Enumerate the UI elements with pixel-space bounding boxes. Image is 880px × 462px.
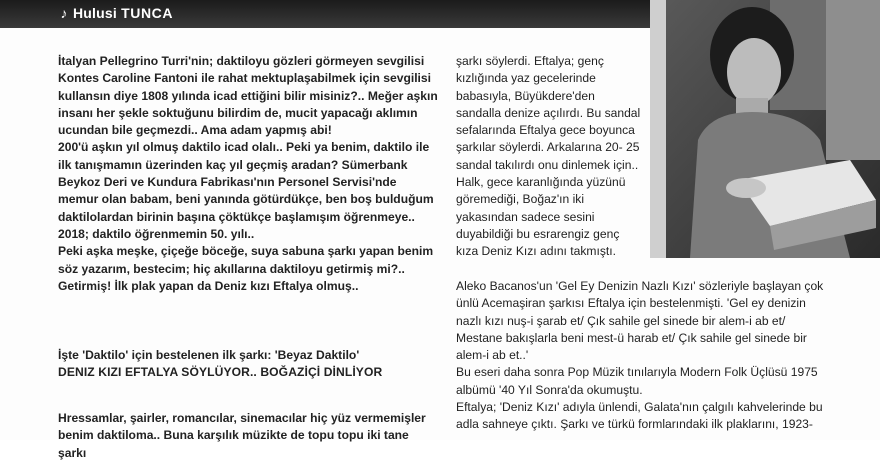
author-byline	[58, 5, 173, 21]
right-paragraph-2: Bu eseri daha sonra Pop Müzik tınılarıyla Modern Folk Üçlüsü 1975 albümü '40 Yıl Sonra'da okumuştu.	[456, 365, 818, 397]
left-column	[58, 53, 438, 460]
author-last-name: TUNCA	[121, 5, 174, 21]
author-photo	[650, 0, 880, 258]
left-paragraph-3: Peki aşka meşke, çiçeğe böceğe, suya sabuna şarkı yapan benim söz yazarım, bestecim; hiç akıllarına daktiloyu getirmiş mi?.. Getirmiş! İlk plak yapan da Deniz kızı Eftalya olmuş..	[58, 244, 434, 293]
subheading-line-2: DENIZ KIZI EFTALYA SÖYLÜYOR.. BOĞAZİÇİ DİNLİYOR	[58, 365, 383, 380]
middle-paragraph: şarkı söylerdi. Eftalya; genç kızlığında yaz gecelerinde babasıyla, Büyükdere'den sandalla denize açılırdı. Bu sandal sefalarında Eftalya gece boyunca şarkılar söylerdi. Arkalarına 20- 25 sandal takılırdı onu dinlemek için.. Halk, gece karanlığında yüzünü göremediği, Boğaz'ın iki yakasından sadece sesini duyabildiği bu esrarengiz genç kıza Deniz Kızı adını takmıştı.	[456, 54, 641, 259]
author-photo-image	[650, 0, 880, 258]
right-column	[456, 278, 826, 434]
left-tail-paragraph: Hressamlar, şairler, romancılar, sinemacılar hiç yüz vermemişler benim daktiloma.. Buna karşılık müzikte de topu topu iki tane şarkı	[58, 411, 426, 460]
middle-column	[456, 53, 642, 261]
right-paragraph-1: Aleko Bacanos'un 'Gel Ey Denizin Nazlı Kızı' sözleriyle başlayan çok ünlü Acemaşiran şarkısı Eftalya için bestelenmişti. 'Gel ey denizin nazlı kızı nuş-i şarab et/ Çık sahile gel sinede bir alem-i ab et/ Mestane bakışlarla beni mest-ü harab et/ Çık sahile gel sinede bir alem-i ab et..'	[456, 279, 824, 363]
right-paragraph-3: Eftalya; 'Deniz Kızı' adıyla ünlendi, Galata'nın çalgılı kahvelerinde bu adla sahneye çıktı. Şarkı ve türkü formlarındaki ilk plaklarını, 1923-	[456, 400, 823, 432]
header-bar	[0, 0, 650, 28]
author-first-name: Hulusi	[73, 5, 117, 21]
left-paragraph-1: İtalyan Pellegrino Turri'nin; daktiloyu gözleri görmeyen sevgilisi Kontes Caroline Fantoni ile rahat mektuplaşabilmek için sevgilisi kullansın diye 1808 yılında icad ettiğini bilir misiniz?.. Meğer aşkın insanı her şekle soktuğunu bilirdim de, mucit yapacağı aklımın ucundan bile geçmezdi.. Ama adam yapmış abi!	[58, 54, 438, 138]
music-note-icon: ♪	[60, 5, 68, 21]
subheading-line-1: İşte 'Daktilo' için bestelenen ilk şarkı: 'Beyaz Daktilo'	[58, 348, 360, 362]
left-paragraph-2: 200'ü aşkın yıl olmuş daktilo icad olalı.. Peki ya benim, daktilo ile ilk tanışmamın üzerinden kaç yıl geçmiş aradan? Sümerbank Beykoz Deri ve Kundura Fabrikası'nın Personel Servisi'nde memur olan babam, beni yanında götürdükçe, ben boş bulduğum daktilolardan birinin başına çöktükçe başlamışım öğrenmeye.. 2018; daktilo öğrenmemin 50. yılı..	[58, 140, 434, 241]
section-subheading	[58, 347, 438, 382]
